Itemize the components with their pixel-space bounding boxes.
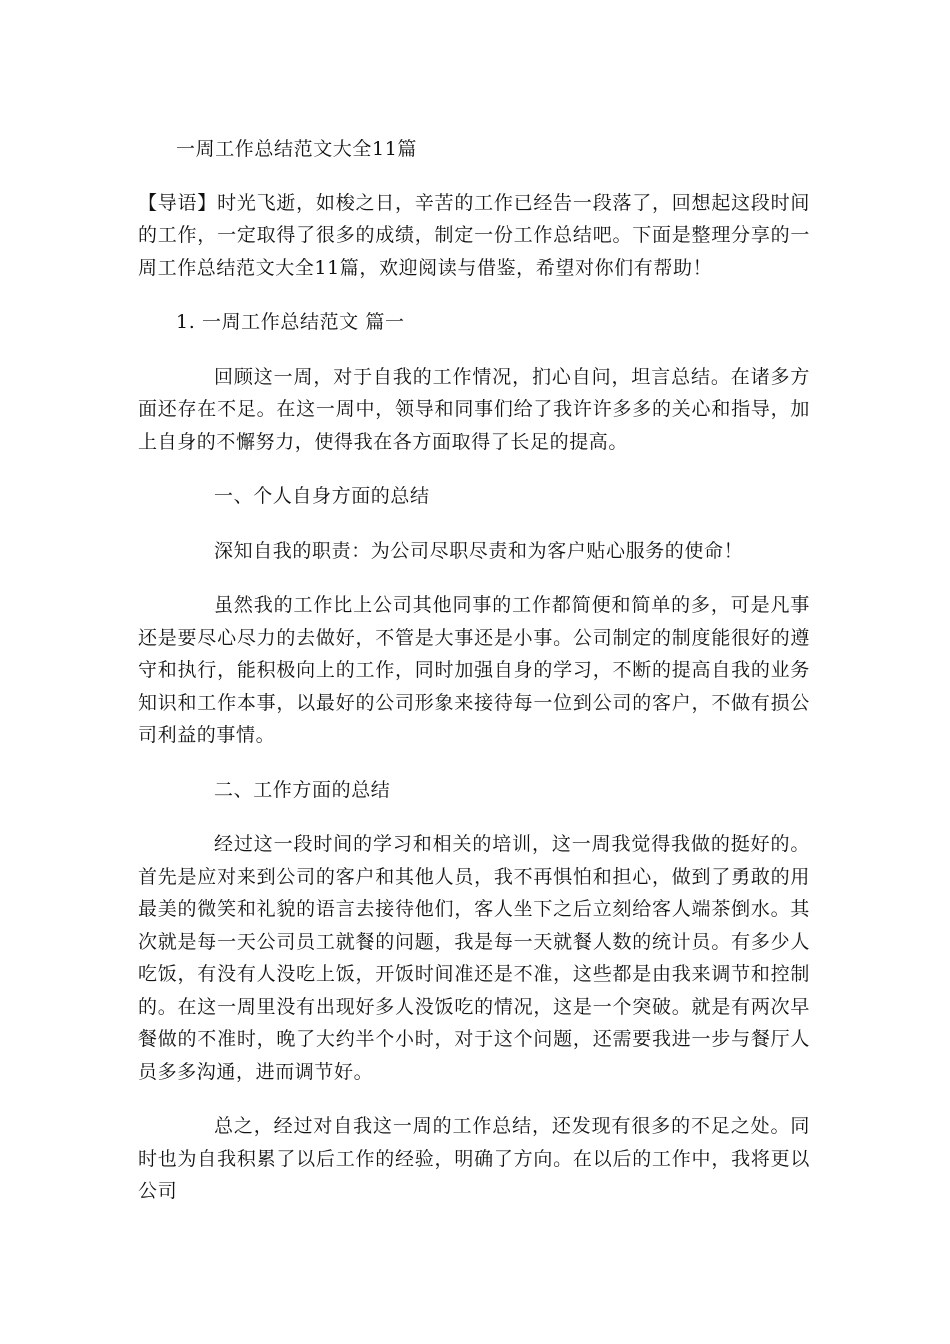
paragraph-review: 回顾这一周，对于自我的工作情况，扪心自问，坦言总结。在诸多方面还存在不足。在这一周中，领导和同事们给了我许许多多的关心和指导，加上自身的不懈努力，使得我在各方面取得了长足的提高。 [138, 365, 810, 453]
paragraph-conclusion: 总之，经过对自我这一周的工作总结，还发现有很多的不足之处。同时也为自我积累了以后工作的经验，明确了方向。在以后的工作中，我将更以公司 [138, 1115, 810, 1202]
paragraph-duty: 深知自我的职责：为公司尽职尽责和为客户贴心服务的使命！ [214, 539, 744, 562]
paragraph-work-details: 经过这一段时间的学习和相关的培训，这一周我觉得我做的挺好的。首先是应对来到公司的客户和其他人员，我不再惧怕和担心，做到了勇敢的用最美的微笑和礼貌的语言去接待他们，客人坐下之后立刻给客人端茶倒水。其次就是每一天公司员工就餐的问题，我是每一天就餐人数的统计员。有多少人吃饭，有没有人没吃上饭，开饭时间准还是不准，这些都是由我来调节和控制的。在这一周里没有出现好多人没饭吃的情况，这是一个突破。就是有两次早餐做的不准时，晚了大约半个小时，对于这个问题，还需要我进一步与餐厅人员多多沟通，进而调节好。 [138, 833, 810, 1083]
section-heading-1: 1. 一周工作总结范文 篇一 [176, 311, 405, 333]
document-title: 一周工作总结范文大全11篇 [176, 138, 417, 160]
subheading-personal: 一、个人自身方面的总结 [214, 485, 430, 507]
subheading-work: 二、工作方面的总结 [214, 778, 391, 801]
intro-paragraph: 【导语】时光飞逝，如梭之日，辛苦的工作已经告一段落了，回想起这段时间的工作，一定取得了很多的成绩，制定一份工作总结吧。下面是整理分享的一周工作总结范文大全11篇，欢迎阅读与借鉴，希望对你们有帮助！ [138, 191, 810, 279]
document-body [138, 133, 810, 1230]
paragraph-personal-work: 虽然我的工作比上公司其他同事的工作都简便和简单的多，可是凡事还是要尽心尽力的去做好，不管是大事还是小事。公司制定的制度能很好的遵守和执行，能积极向上的工作，同时加强自身的学习，不断的提高自我的业务知识和工作本事，以最好的公司形象来接待每一位到公司的客户，不做有损公司利益的事情。 [138, 594, 810, 746]
